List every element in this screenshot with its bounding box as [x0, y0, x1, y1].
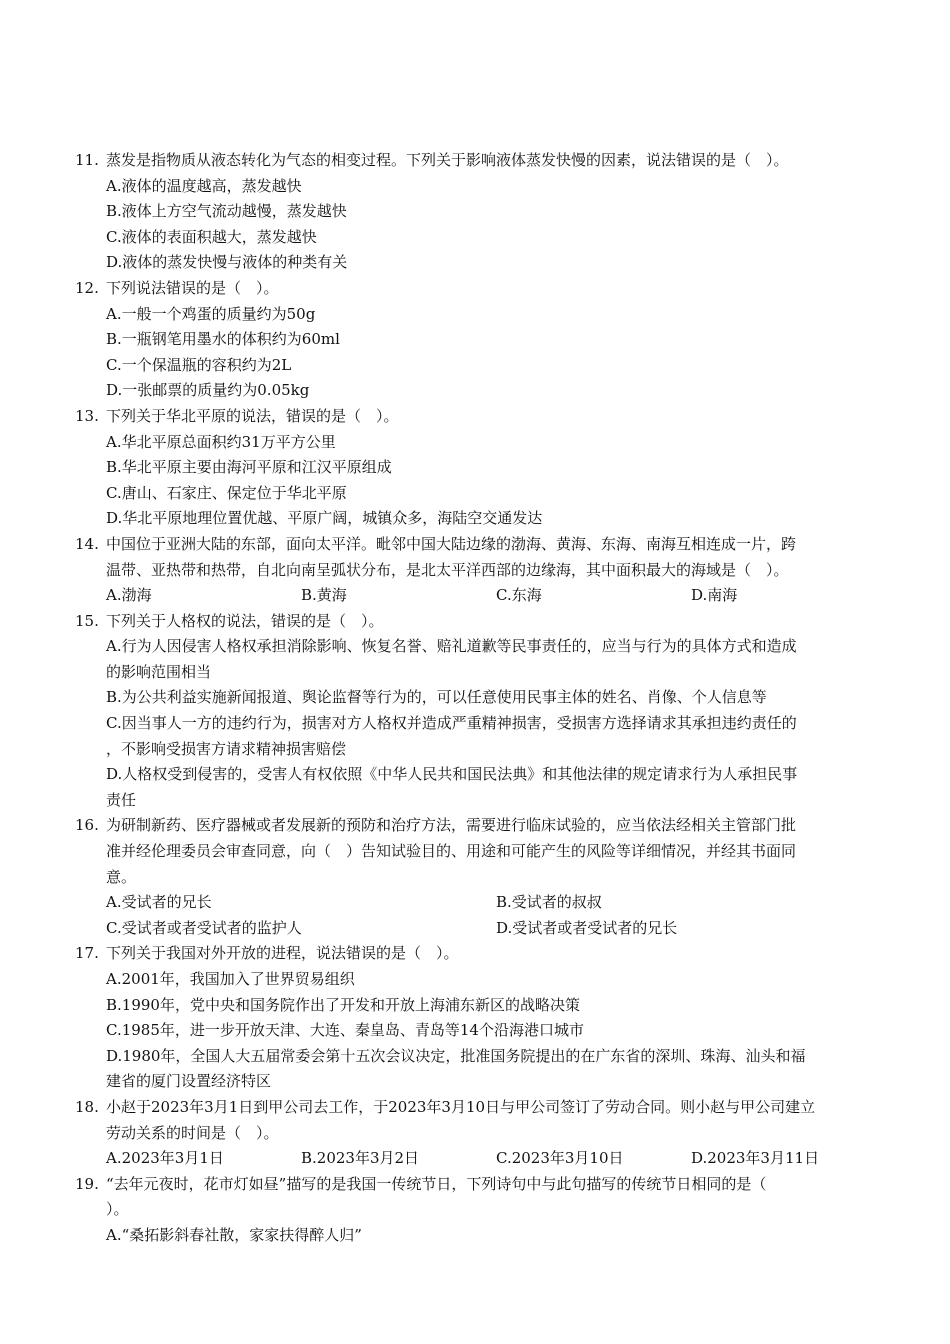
option-line — [0, 250, 950, 276]
option-line — [0, 1044, 950, 1070]
question-number: 15. — [75, 611, 99, 630]
option-line — [0, 302, 950, 328]
option-text: C.东海 — [496, 586, 542, 605]
option-text: C.1985年，进一步开放天津、大连、秦皇岛、青岛等14个沿海港口城市 — [106, 1021, 584, 1040]
option-line — [0, 199, 950, 225]
option-text: D.华北平原地理位置优越、平原广阔，城镇众多，海陆空交通发达 — [106, 509, 543, 528]
question-15 — [0, 609, 950, 814]
question-stem-continuation — [0, 1121, 950, 1147]
option-line — [0, 685, 950, 711]
question-text: 下列关于我国对外开放的进程，说法错误的是（ ）。 — [106, 944, 459, 963]
option-text: B.一瓶钢笔用墨水的体积约为60ml — [106, 330, 340, 349]
option-continuation — [0, 788, 950, 814]
option-line — [0, 327, 950, 353]
option-text: A.“桑拓影斜春社散，家家扶得醉人归” — [106, 1225, 362, 1244]
option-row — [0, 890, 950, 916]
option-line — [0, 1018, 950, 1044]
question-text: 蒸发是指物质从液态转化为气态的相变过程。下列关于影响液体蒸发快慢的因素，说法错误的是（ ）。 — [106, 151, 789, 169]
question-12 — [0, 276, 950, 404]
option-text: ，不影响受损害方请求精神损害赔偿 — [106, 739, 347, 758]
question-stem-line — [0, 532, 950, 558]
question-text: “去年元夜时，花市灯如昼”描写的是我国一传统节日，下列诗句中与此句描写的传统节日相同的是（ — [106, 1174, 767, 1193]
option-text: D.受试者或者受试者的兄长 — [496, 918, 678, 937]
question-11 — [0, 148, 950, 276]
option-line — [0, 762, 950, 788]
question-stem-line — [0, 813, 950, 839]
option-text: A.2001年，我国加入了世界贸易组织 — [106, 970, 355, 988]
option-text: 的影响范围相当 — [106, 662, 212, 681]
option-line — [0, 455, 950, 481]
option-text: B.华北平原主要由海河平原和江汉平原组成 — [106, 458, 392, 477]
option-text: A.渤海 — [106, 586, 152, 605]
option-line — [0, 634, 950, 660]
option-text: A.一般一个鸡蛋的质量约为50g — [106, 304, 316, 323]
option-continuation — [0, 660, 950, 686]
question-text: 下列说法错误的是（ ）。 — [106, 278, 279, 297]
option-text: D.液体的蒸发快慢与液体的种类有关 — [106, 253, 348, 272]
question-stem-continuation — [0, 1197, 950, 1223]
option-line — [0, 967, 950, 993]
option-text: A.行为人因侵害人格权承担消除影响、恢复名誉、赔礼道歉等民事责任的，应当与行为的具体方式和造成 — [106, 637, 797, 656]
question-stem-line — [0, 404, 950, 430]
option-text: D.2023年3月11日 — [691, 1149, 820, 1168]
question-number: 14. — [75, 534, 99, 553]
question-text: 为研制新药、医疗器械或者发展新的预防和治疗方法，需要进行临床试验的，应当依法经相关主管部门批 — [106, 816, 797, 835]
option-text: C.因当事人一方的违约行为，损害对方人格权并造成严重精神损害，受损害方选择请求其承担违约责任的 — [106, 714, 797, 733]
question-text: 准并经伦理委员会审查同意，向（ ）告知试验目的、用途和可能产生的风险等详细情况，并经其书面同 — [106, 842, 797, 861]
option-line — [0, 353, 950, 379]
option-text: A.华北平原总面积约31万平方公里 — [106, 432, 336, 451]
question-text: 温带、亚热带和热带，自北向南呈弧状分布，是北太平洋西部的边缘海，其中面积最大的海域是（ ）。 — [106, 560, 789, 579]
question-stem-line — [0, 1095, 950, 1121]
option-text: A.液体的温度越高，蒸发越快 — [106, 176, 302, 195]
option-continuation — [0, 737, 950, 763]
option-text: C.液体的表面积越大，蒸发越快 — [106, 227, 317, 246]
option-line — [0, 430, 950, 456]
question-text: 中国位于亚洲大陆的东部，面向太平洋。毗邻中国大陆边缘的渤海、黄海、东海、南海互相连成一片，跨 — [106, 534, 797, 553]
question-stem-line — [0, 609, 950, 635]
option-text: B.受试者的叔叔 — [496, 893, 602, 912]
question-text: 下列关于华北平原的说法，错误的是（ ）。 — [106, 406, 399, 425]
option-text: A.受试者的兄长 — [106, 893, 212, 912]
option-line — [0, 481, 950, 507]
option-row — [0, 916, 950, 942]
question-stem-line — [0, 276, 950, 302]
option-line — [0, 378, 950, 404]
option-line — [0, 506, 950, 532]
question-text: 下列关于人格权的说法，错误的是（ ）。 — [106, 611, 384, 630]
option-text: B.1990年，党中央和国务院作出了开发和开放上海浦东新区的战略决策 — [106, 995, 580, 1014]
question-stem-continuation — [0, 839, 950, 865]
option-text: D.1980年，全国人大五届常委会第十五次会议决定，批准国务院提出的在广东省的深圳、珠海、汕头和福 — [106, 1046, 806, 1065]
question-stem-continuation — [0, 558, 950, 584]
question-18 — [0, 1095, 950, 1172]
question-stem-line — [0, 1172, 950, 1198]
question-stem-line — [0, 148, 950, 174]
question-13 — [0, 404, 950, 532]
question-text: 劳动关系的时间是（ ）。 — [106, 1123, 279, 1142]
option-text: D.南海 — [691, 586, 738, 605]
option-text: C.受试者或者受试者的监护人 — [106, 918, 302, 937]
question-number: 16. — [75, 816, 99, 835]
option-text: 责任 — [106, 790, 137, 809]
option-text: D.人格权受到侵害的，受害人有权依照《中华人民共和国民法典》和其他法律的规定请求行为人承担民事 — [106, 765, 798, 784]
question-17 — [0, 941, 950, 1095]
question-16 — [0, 813, 950, 941]
option-text: B.为公共利益实施新闻报道、舆论监督等行为的，可以任意使用民事主体的姓名、肖像、个人信息等 — [106, 688, 767, 707]
option-line — [0, 1223, 950, 1249]
question-number: 11. — [75, 151, 99, 169]
question-number: 19. — [75, 1174, 99, 1193]
question-number: 13. — [75, 406, 99, 425]
option-line — [0, 174, 950, 200]
question-14 — [0, 532, 950, 609]
option-continuation — [0, 1069, 950, 1095]
question-text: 意。 — [106, 867, 137, 886]
question-number: 18. — [75, 1097, 99, 1116]
option-text: B.液体上方空气流动越慢，蒸发越快 — [106, 202, 347, 221]
question-text: 小赵于2023年3月1日到甲公司去工作，于2023年3月10日与甲公司签订了劳动合同。则小赵与甲公司建立 — [106, 1097, 816, 1116]
question-stem-line — [0, 941, 950, 967]
option-row — [0, 1146, 950, 1172]
question-19 — [0, 1172, 950, 1249]
exam-page — [0, 148, 950, 1249]
option-line — [0, 711, 950, 737]
option-text: B.黄海 — [301, 586, 347, 605]
option-row — [0, 583, 950, 609]
question-stem-continuation — [0, 865, 950, 891]
option-text: C.唐山、石家庄、保定位于华北平原 — [106, 483, 347, 502]
option-line — [0, 225, 950, 251]
question-number: 12. — [75, 278, 99, 297]
option-text: B.2023年3月2日 — [301, 1149, 420, 1168]
option-line — [0, 993, 950, 1019]
question-text: ）。 — [106, 1200, 129, 1219]
question-number: 17. — [75, 944, 99, 963]
option-text: C.2023年3月10日 — [496, 1149, 624, 1168]
option-text: C.一个保温瓶的容积约为2L — [106, 355, 292, 374]
option-text: 建省的厦门设置经济特区 — [106, 1072, 272, 1091]
option-text: A.2023年3月1日 — [106, 1149, 224, 1168]
option-text: D.一张邮票的质量约为0.05kg — [106, 381, 310, 400]
